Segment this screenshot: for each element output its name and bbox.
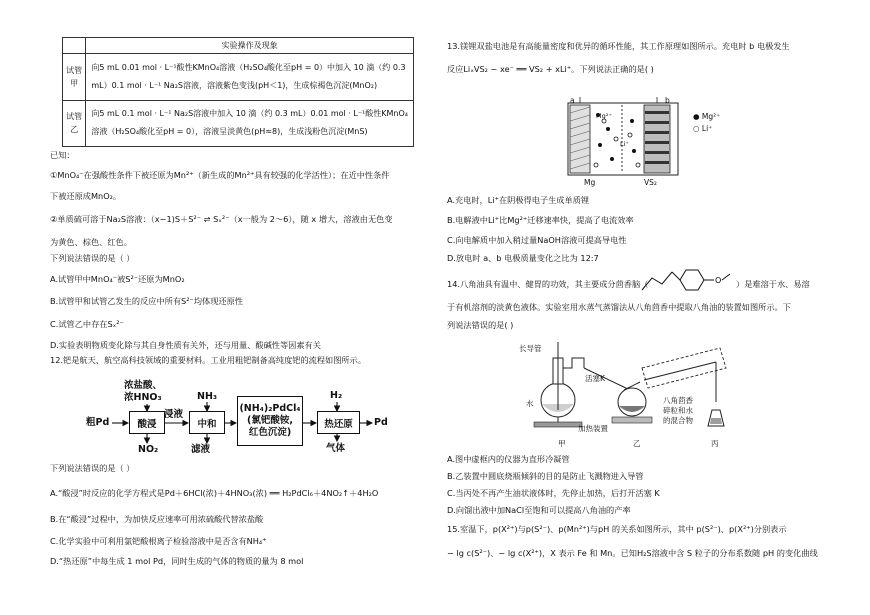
q13-line-2: 反应LiₓVS₂ − xe⁻ ══ VS₂ + xLi⁺。下列说法正确的是( ) xyxy=(447,64,654,74)
flow-box-neutralize: 中和 xyxy=(189,411,225,434)
legend-li: ○ Li⁺ xyxy=(693,124,713,133)
row-line: 溶液（H₂SO₄酸化至pH = 0），溶液呈淡黄色(pH≈8)，生成浅粉色沉淀(MnS) xyxy=(91,127,368,137)
flow-output-filtrate: 滤液 xyxy=(191,444,211,455)
water-label: 水 xyxy=(526,399,534,408)
apparatus-bing-label: 丙 xyxy=(711,439,719,448)
q14-line-3: 列说法错误的是( ) xyxy=(447,320,514,330)
flow-input-crude-pd: 粗Pd xyxy=(86,417,110,428)
anethole-structure-icon xyxy=(638,264,734,296)
mixture-label-1: 八角茴香 xyxy=(663,396,693,405)
flow-reagent-acids-2: 浓HNO₃ xyxy=(124,392,162,403)
row-label-yi xyxy=(63,100,86,147)
flow-output-pd: Pd xyxy=(374,417,388,428)
row-label-text: 试管 xyxy=(66,112,83,122)
apparatus-drawing xyxy=(520,338,750,448)
known-item-1-cont: 下被还原成MnO₂。 xyxy=(50,191,122,201)
q13-option-b: B.电解液中Li⁺比Mg²⁺迁移速率快，提高了电流效率 xyxy=(447,215,634,225)
q15-line-1: 15.室温下，p(X²⁺)与p(S²⁻)、p(Mn²⁺)与pH 的关系如图所示，其中 p(S²⁻)、p(X²⁺)分别表示 xyxy=(447,524,787,534)
q14-option-d: D.向馏出液中加NaCl至饱和可以提高八角油的产率 xyxy=(447,505,631,515)
q11-option-c: C.试管乙中存在Sₓ²⁻ xyxy=(50,319,124,329)
ion-li-label: Li⁺ xyxy=(620,140,629,148)
row-content-jia xyxy=(86,54,414,101)
flow-output-no2: NO₂ xyxy=(138,444,159,455)
q12-intro: 12.钯是航天、航空高科技领域的重要材料。工业用粗钯制备高纯度钯的流程如图所示。 xyxy=(50,355,366,365)
q12-option-b: B.在“酸浸”过程中，为加快反应速率可用浓硫酸代替浓盐酸 xyxy=(50,514,264,524)
q14-option-c: C.当丙处不再产生油状液体时，先停止加热，后打开活塞 K xyxy=(447,488,660,498)
flow-box-line: (氯钯酸铵, xyxy=(247,415,293,426)
mixture-label-2: 碎粒和水 xyxy=(663,406,693,415)
flow-box-thermal-reduction: 热还原 xyxy=(317,411,360,434)
legend-mg: ● Mg²⁺ xyxy=(693,112,721,121)
q14-line-1a: 14.八角油具有温中、健胃的功效，其主要成分茴香脑（ xyxy=(447,279,649,289)
electrode-b-label: b xyxy=(665,96,670,105)
q11-option-d: D.实验表明物质变化除与其自身性质有关外，还与用量、酸碱性等因素有关 xyxy=(50,340,321,350)
q13-line-1: 13.镁锂双盐电池是有高能量密度和优异的循环性能，其工作原理如图所示。充电时 b 电极发生 xyxy=(447,41,790,51)
q13-option-d: D.放电时 a、b 电极质量变化之比为 12:7 xyxy=(447,253,599,263)
row-label-text: 乙 xyxy=(70,125,79,135)
q14-line-2: 于有机溶剂的淡黄色液体。实验室用水蒸气蒸馏法从八角茴香中提取八角油的装置如图所示。下 xyxy=(447,302,791,312)
svg-text:O: O xyxy=(715,276,722,285)
electrode-a-label: a xyxy=(570,96,575,105)
flow-box-line: (NH₄)₂PdCl₄ xyxy=(239,403,301,414)
q11-stem: 下列说法错误的是（ ） xyxy=(50,253,135,263)
flow-output-gas: 气体 xyxy=(326,443,346,454)
flow-box-acid-leach: 酸浸 xyxy=(129,411,165,434)
q12-stem: 下列说法错误的是（ ） xyxy=(50,463,135,473)
row-line: mL）0.1 mol · L⁻¹ Na₂S溶液，溶液紫色变浅(pH＜1)，生成棕褐色沉淀(MnO₂) xyxy=(91,80,378,90)
q14-option-a: A.图中虚框内的仪器为直形冷凝管 xyxy=(447,454,570,464)
row-label-jia xyxy=(63,54,86,101)
q11-option-b: B.试管甲和试管乙发生的反应中所有S²⁻均体现还原性 xyxy=(50,296,243,306)
flow-reagent-h2: H₂ xyxy=(330,390,343,401)
long-tube-label: 长导管 xyxy=(519,344,542,353)
valve-k-label: 活塞K xyxy=(585,374,605,383)
q13-option-a: A.充电时，Li⁺在阴极得电子生成单质锂 xyxy=(447,195,590,205)
q12-option-c: C.化学实验中可利用氯钯酸根离子检验溶液中是否含有NH₄⁺ xyxy=(50,536,267,546)
apparatus-jia-label: 甲 xyxy=(558,439,566,448)
flow-label-leachate: 浸液 xyxy=(164,409,184,420)
known-item-2-cont: 为黄色、棕色、红色。 xyxy=(50,237,132,247)
vs2-electrode-label: VS₂ xyxy=(644,178,657,187)
flow-box-line: 红色沉淀) xyxy=(248,427,292,438)
row-label-text: 甲 xyxy=(70,78,79,88)
heater-label: 加热装置 xyxy=(578,424,608,433)
q15-line-2: − lg c(S²⁻)、− lg c(X²⁺)，X 表示 Fe 和 Mn。已知H₂S溶液中含 S 粒子的分布系数随 pH 的变化曲线 xyxy=(447,548,818,558)
mixture-label-3: 的混合物 xyxy=(663,416,693,425)
flow-box-ammonium-chloropalladate xyxy=(237,396,303,446)
known-label: 已知： xyxy=(50,150,75,160)
table-corner xyxy=(63,38,86,54)
row-line: 向5 mL 0.1 mol · L⁻¹ Na₂S溶液中加入 10 滴（约 0.3 mL）0.01 mol · L⁻¹酸性KMnO₄ xyxy=(91,109,408,119)
q11-option-a: A.试管甲中MnO₄⁻被S²⁻还原为MnO₂ xyxy=(50,274,185,284)
flow-reagent-nh3: NH₃ xyxy=(197,391,218,402)
row-content-yi xyxy=(86,100,414,147)
row-label-text: 试管 xyxy=(66,65,83,75)
known-item-2: ②单质硫可溶于Na₂S溶液：（x−1)S＋S²⁻ ⇌ Sₓ²⁻（x一般为 2～6），随 x 增大，溶液由无色变 xyxy=(50,214,393,224)
apparatus-yi-label: 乙 xyxy=(633,439,641,448)
experiment-table xyxy=(62,37,414,147)
known-item-1: ①MnO₄⁻在强酸性条件下被还原为Mn²⁺（新生成的Mn²⁺具有较强的化学活性）；在近中性条件 xyxy=(50,170,390,180)
q14-line-1b: ）是难溶于水、易溶 xyxy=(736,279,810,289)
mg-electrode-label: Mg xyxy=(584,178,596,187)
q12-option-a: A.“酸浸”时反应的化学方程式是Pd＋6HCl(浓)＋4HNO₃(浓) ══ H₂PdCl₆＋4NO₂↑＋4H₂O xyxy=(50,488,379,498)
table-header: 实验操作及现象 xyxy=(86,38,414,54)
ion-mg-label: Mg²⁺ xyxy=(596,112,612,120)
flow-reagent-acids: 浓盐酸、 xyxy=(124,380,163,391)
q12-option-d: D.“热还原”中每生成 1 mol Pd，同时生成的气体的物质的量为 8 mol xyxy=(50,556,304,566)
q13-option-c: C.向电解质中加入稍过量NaOH溶液可提高导电性 xyxy=(447,235,627,245)
row-line: 向5 mL 0.01 mol · L⁻¹酸性KMnO₄溶液（H₂SO₄酸化至pH = 0）中加入 10 滴（约 0.3 xyxy=(91,62,406,72)
q14-option-b: B.乙装置中圆底烧瓶倾斜的目的是防止飞溅物进入导管 xyxy=(447,471,644,481)
